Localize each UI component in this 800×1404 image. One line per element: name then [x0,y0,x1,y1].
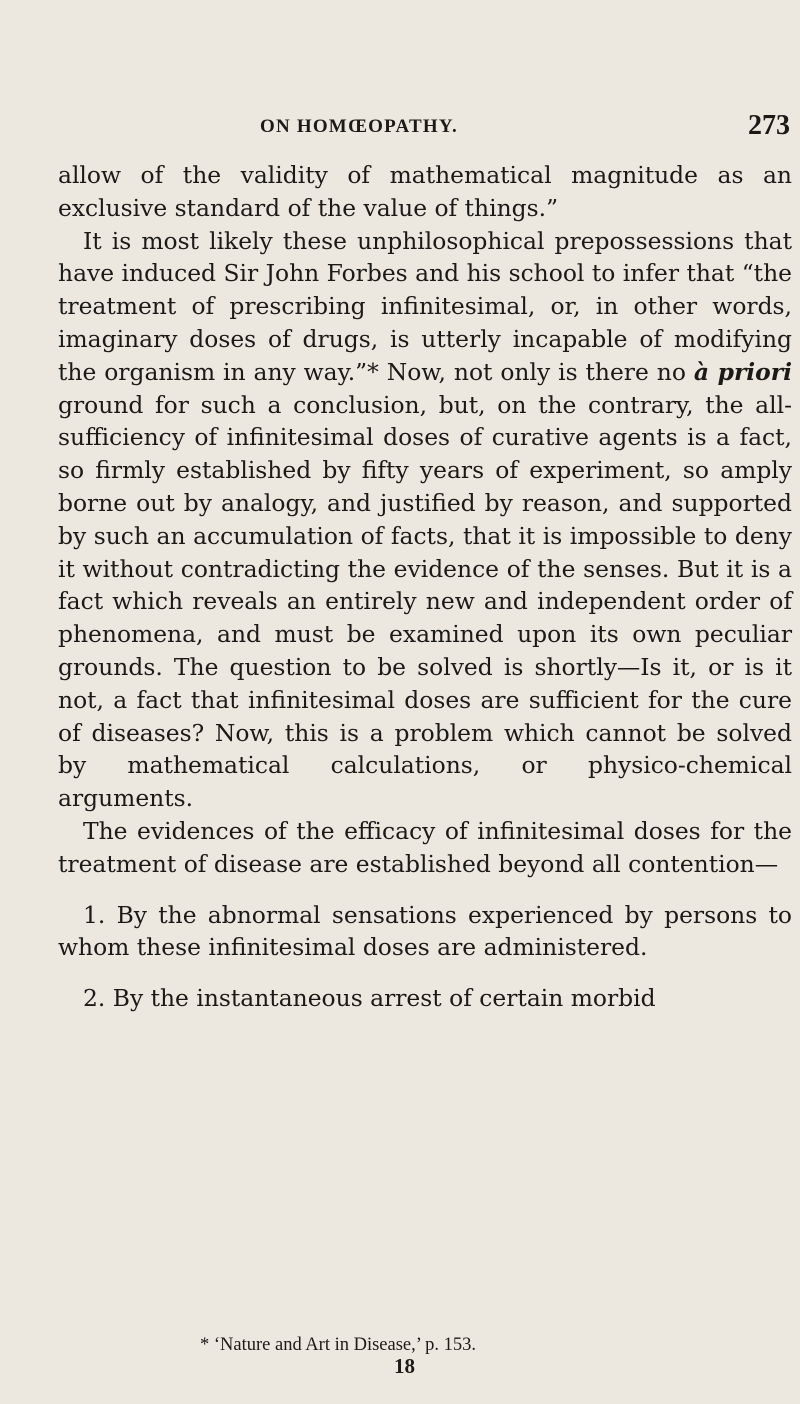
paragraph-continuation: allow of the validity of mathematical magnitude as an exclusive standard of the value of things.” [58,161,792,222]
italic-a-priori: à priori [693,357,792,386]
list-item-2: 2. By the instantaneous arrest of certain morbid [83,984,656,1013]
running-head: ON HOMŒOPATHY. [260,116,459,137]
paragraph-evidences: The evidences of the efficacy of infinitesimal doses for the treatment of disease are established beyond all contention— [58,816,792,878]
paragraph-forbes [58,225,792,815]
paragraph-forbes-part-1: It is most likely these unphilosophical prepossessions that have induced Sir John Forbes and his school to infer that “the treatment of prescribing infinitesimal, or, in other words, imaginary doses of drugs, is utterly incapable of modifying the organism in any way.”* Now, not only is there no [58,226,792,386]
signature-mark: 18 [394,1354,415,1378]
footnote: * ‘Nature and Art in Disease,’ p. 153. [200,1335,477,1355]
list-item-1: 1. By the abnormal sensations experienced by persons to whom these infinitesimal doses are administered. [58,900,792,962]
page-header [260,110,790,144]
body-text [58,159,792,1015]
page-number: 273 [748,110,790,141]
paragraph-forbes-part-2: ground for such a conclusion, but, on the contrary, the all-sufficiency of infinitesimal doses of curative agents is a fact, so firmly established by fifty years of experiment, so amply borne out by analogy, and justified by reason, and supported by such an accumulation of facts, that it is impossible to deny it without contradicting the evidence of the senses. But it is a fact which reveals an entirely new and independent order of phenomena, and must be examined upon its own peculiar grounds. The question to be solved is shortly—Is it, or is it not, a fact that infinitesimal doses are sufficient for the cure of diseases? Now, this is a problem which cannot be solved by mathematical calculations, or physico-chemical arguments. [58,390,792,813]
